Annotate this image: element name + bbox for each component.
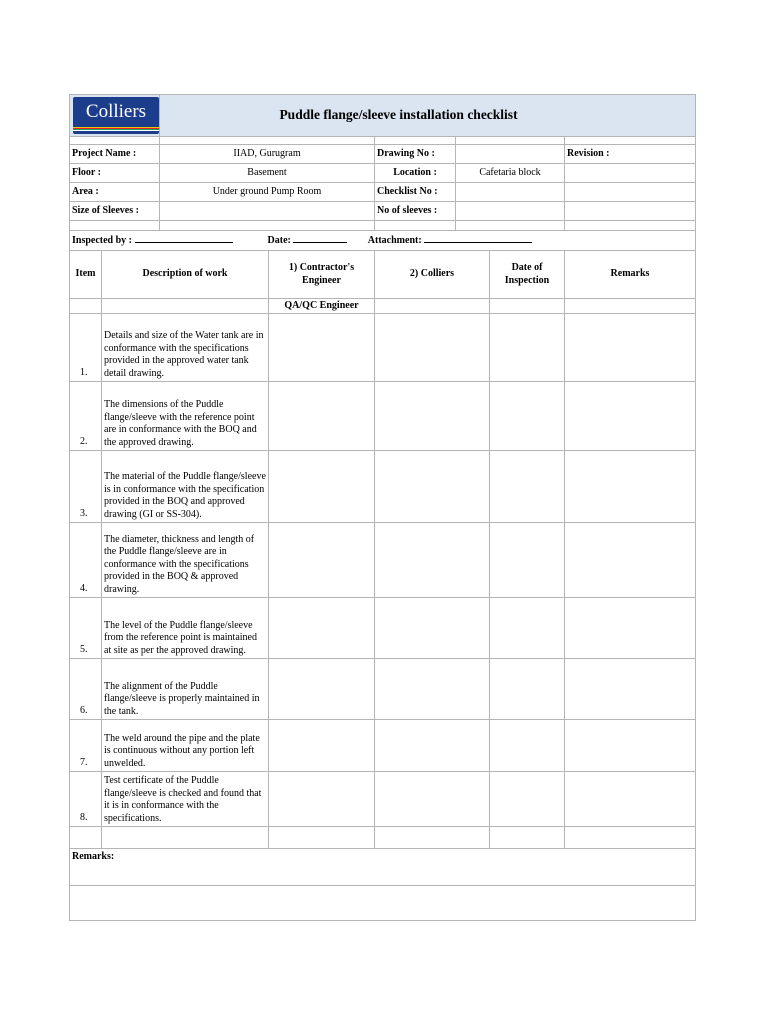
inspected-by-label: Inspected by : (72, 235, 133, 247)
area-value: Under ground Pump Room (160, 183, 375, 202)
date-cell[interactable] (490, 720, 565, 772)
col-qaqc: QA/QC Engineer (269, 299, 375, 314)
date-label: Date: (267, 235, 291, 247)
table-row (70, 451, 696, 523)
area-label: Area : (70, 183, 160, 202)
col-date: Date of Inspection (490, 251, 565, 299)
table-row (70, 720, 696, 772)
area-row (70, 183, 696, 202)
item-number: 7. (70, 720, 102, 772)
remarks-cell[interactable] (565, 382, 696, 451)
table-row (70, 772, 696, 827)
date-cell[interactable] (490, 772, 565, 827)
remarks-label: Remarks: (70, 849, 696, 886)
table-row (70, 314, 696, 382)
colliers-cell[interactable] (375, 659, 490, 720)
remarks-cell[interactable] (565, 659, 696, 720)
title-row (70, 95, 696, 137)
item-number: 4. (70, 523, 102, 598)
date-field[interactable] (293, 233, 347, 243)
remarks-row (70, 849, 696, 886)
colliers-cell[interactable] (375, 523, 490, 598)
location-label: Location : (375, 164, 456, 183)
item-number: 2. (70, 382, 102, 451)
item-number: 8. (70, 772, 102, 827)
colliers-cell[interactable] (375, 314, 490, 382)
colliers-cell[interactable] (375, 451, 490, 523)
item-description: The alignment of the Puddle flange/sleeve is properly maintained in the tank. (102, 659, 269, 720)
checklist-sheet (69, 94, 695, 921)
colliers-cell[interactable] (375, 598, 490, 659)
logo-stripes (73, 127, 159, 132)
item-description: Test certificate of the Puddle flange/sleeve is checked and found that it is in conformance with the specifications. (102, 772, 269, 827)
contractor-cell[interactable] (269, 598, 375, 659)
item-number: 5. (70, 598, 102, 659)
item-description: The weld around the pipe and the plate is continuous without any portion left unwelded. (102, 720, 269, 772)
remarks-entry-row (70, 886, 696, 921)
table-row (70, 382, 696, 451)
contractor-cell[interactable] (269, 720, 375, 772)
remarks-cell[interactable] (565, 720, 696, 772)
contractor-cell[interactable] (269, 451, 375, 523)
date-cell[interactable] (490, 598, 565, 659)
date-cell[interactable] (490, 314, 565, 382)
date-cell[interactable] (490, 523, 565, 598)
table-row (70, 659, 696, 720)
location-value: Cafetaria block (456, 164, 565, 183)
col-colliers: 2) Colliers (375, 251, 490, 299)
col-item: Item (70, 251, 102, 299)
size-label: Size of Sleeves : (70, 202, 160, 221)
item-description: The dimensions of the Puddle flange/sleeve with the reference point are in conformance with the BOQ and the approved drawing. (102, 382, 269, 451)
project-name-row (70, 145, 696, 164)
contractor-cell[interactable] (269, 659, 375, 720)
contractor-cell[interactable] (269, 772, 375, 827)
attachment-field[interactable] (424, 233, 532, 243)
project-name-label: Project Name : (70, 145, 160, 164)
checklist-no-value (456, 183, 565, 202)
remarks-entry[interactable] (70, 886, 696, 921)
item-number: 1. (70, 314, 102, 382)
table-row (70, 598, 696, 659)
floor-value: Basement (160, 164, 375, 183)
spacer-row (70, 137, 696, 145)
drawing-no-label: Drawing No : (375, 145, 456, 164)
column-header-row (70, 251, 696, 299)
project-name-value: IIAD, Gurugram (160, 145, 375, 164)
blank-row (70, 827, 696, 849)
no-sleeves-label: No of sleeves : (375, 202, 456, 221)
item-number: 6. (70, 659, 102, 720)
item-description: The level of the Puddle flange/sleeve from the reference point is maintained at site as per the approved drawing. (102, 598, 269, 659)
date-cell[interactable] (490, 451, 565, 523)
floor-label: Floor : (70, 164, 160, 183)
col-contractor: 1) Contractor's Engineer (269, 251, 375, 299)
page-title: Puddle flange/sleeve installation checklist (160, 95, 696, 137)
contractor-cell[interactable] (269, 382, 375, 451)
item-number: 3. (70, 451, 102, 523)
logo-cell (70, 95, 160, 137)
contractor-cell[interactable] (269, 523, 375, 598)
inspection-line (70, 231, 696, 251)
inspected-by-field[interactable] (135, 233, 233, 243)
size-value (160, 202, 375, 221)
no-sleeves-value (456, 202, 565, 221)
colliers-cell[interactable] (375, 772, 490, 827)
col-remarks: Remarks (565, 251, 696, 299)
colliers-logo (73, 97, 159, 134)
revision-label: Revision : (565, 145, 696, 164)
contractor-cell[interactable] (269, 314, 375, 382)
remarks-cell[interactable] (565, 598, 696, 659)
item-description: The material of the Puddle flange/sleeve is in conformance with the specification provided in the BOQ and approved drawing (GI or SS-304). (102, 451, 269, 523)
colliers-cell[interactable] (375, 382, 490, 451)
checklist-no-label: Checklist No : (375, 183, 456, 202)
remarks-cell[interactable] (565, 314, 696, 382)
spacer-row (70, 221, 696, 231)
floor-row (70, 164, 696, 183)
drawing-no-value (456, 145, 565, 164)
table-row (70, 523, 696, 598)
col-description: Description of work (102, 251, 269, 299)
remarks-cell[interactable] (565, 451, 696, 523)
size-row (70, 202, 696, 221)
attachment-label: Attachment: (367, 235, 422, 247)
colliers-cell[interactable] (375, 720, 490, 772)
checklist-table (69, 94, 696, 921)
inspection-row (70, 231, 696, 251)
item-description: The diameter, thickness and length of the Puddle flange/sleeve are in conformance with the specifications provided in the BOQ & approved drawing. (102, 523, 269, 598)
qaqc-row (70, 299, 696, 314)
date-cell[interactable] (490, 659, 565, 720)
logo-text: Colliers (85, 101, 147, 122)
remarks-cell[interactable] (565, 523, 696, 598)
date-cell[interactable] (490, 382, 565, 451)
remarks-cell[interactable] (565, 772, 696, 827)
item-description: Details and size of the Water tank are in conformance with the specifications provided in the approved water tank detail drawing. (102, 314, 269, 382)
